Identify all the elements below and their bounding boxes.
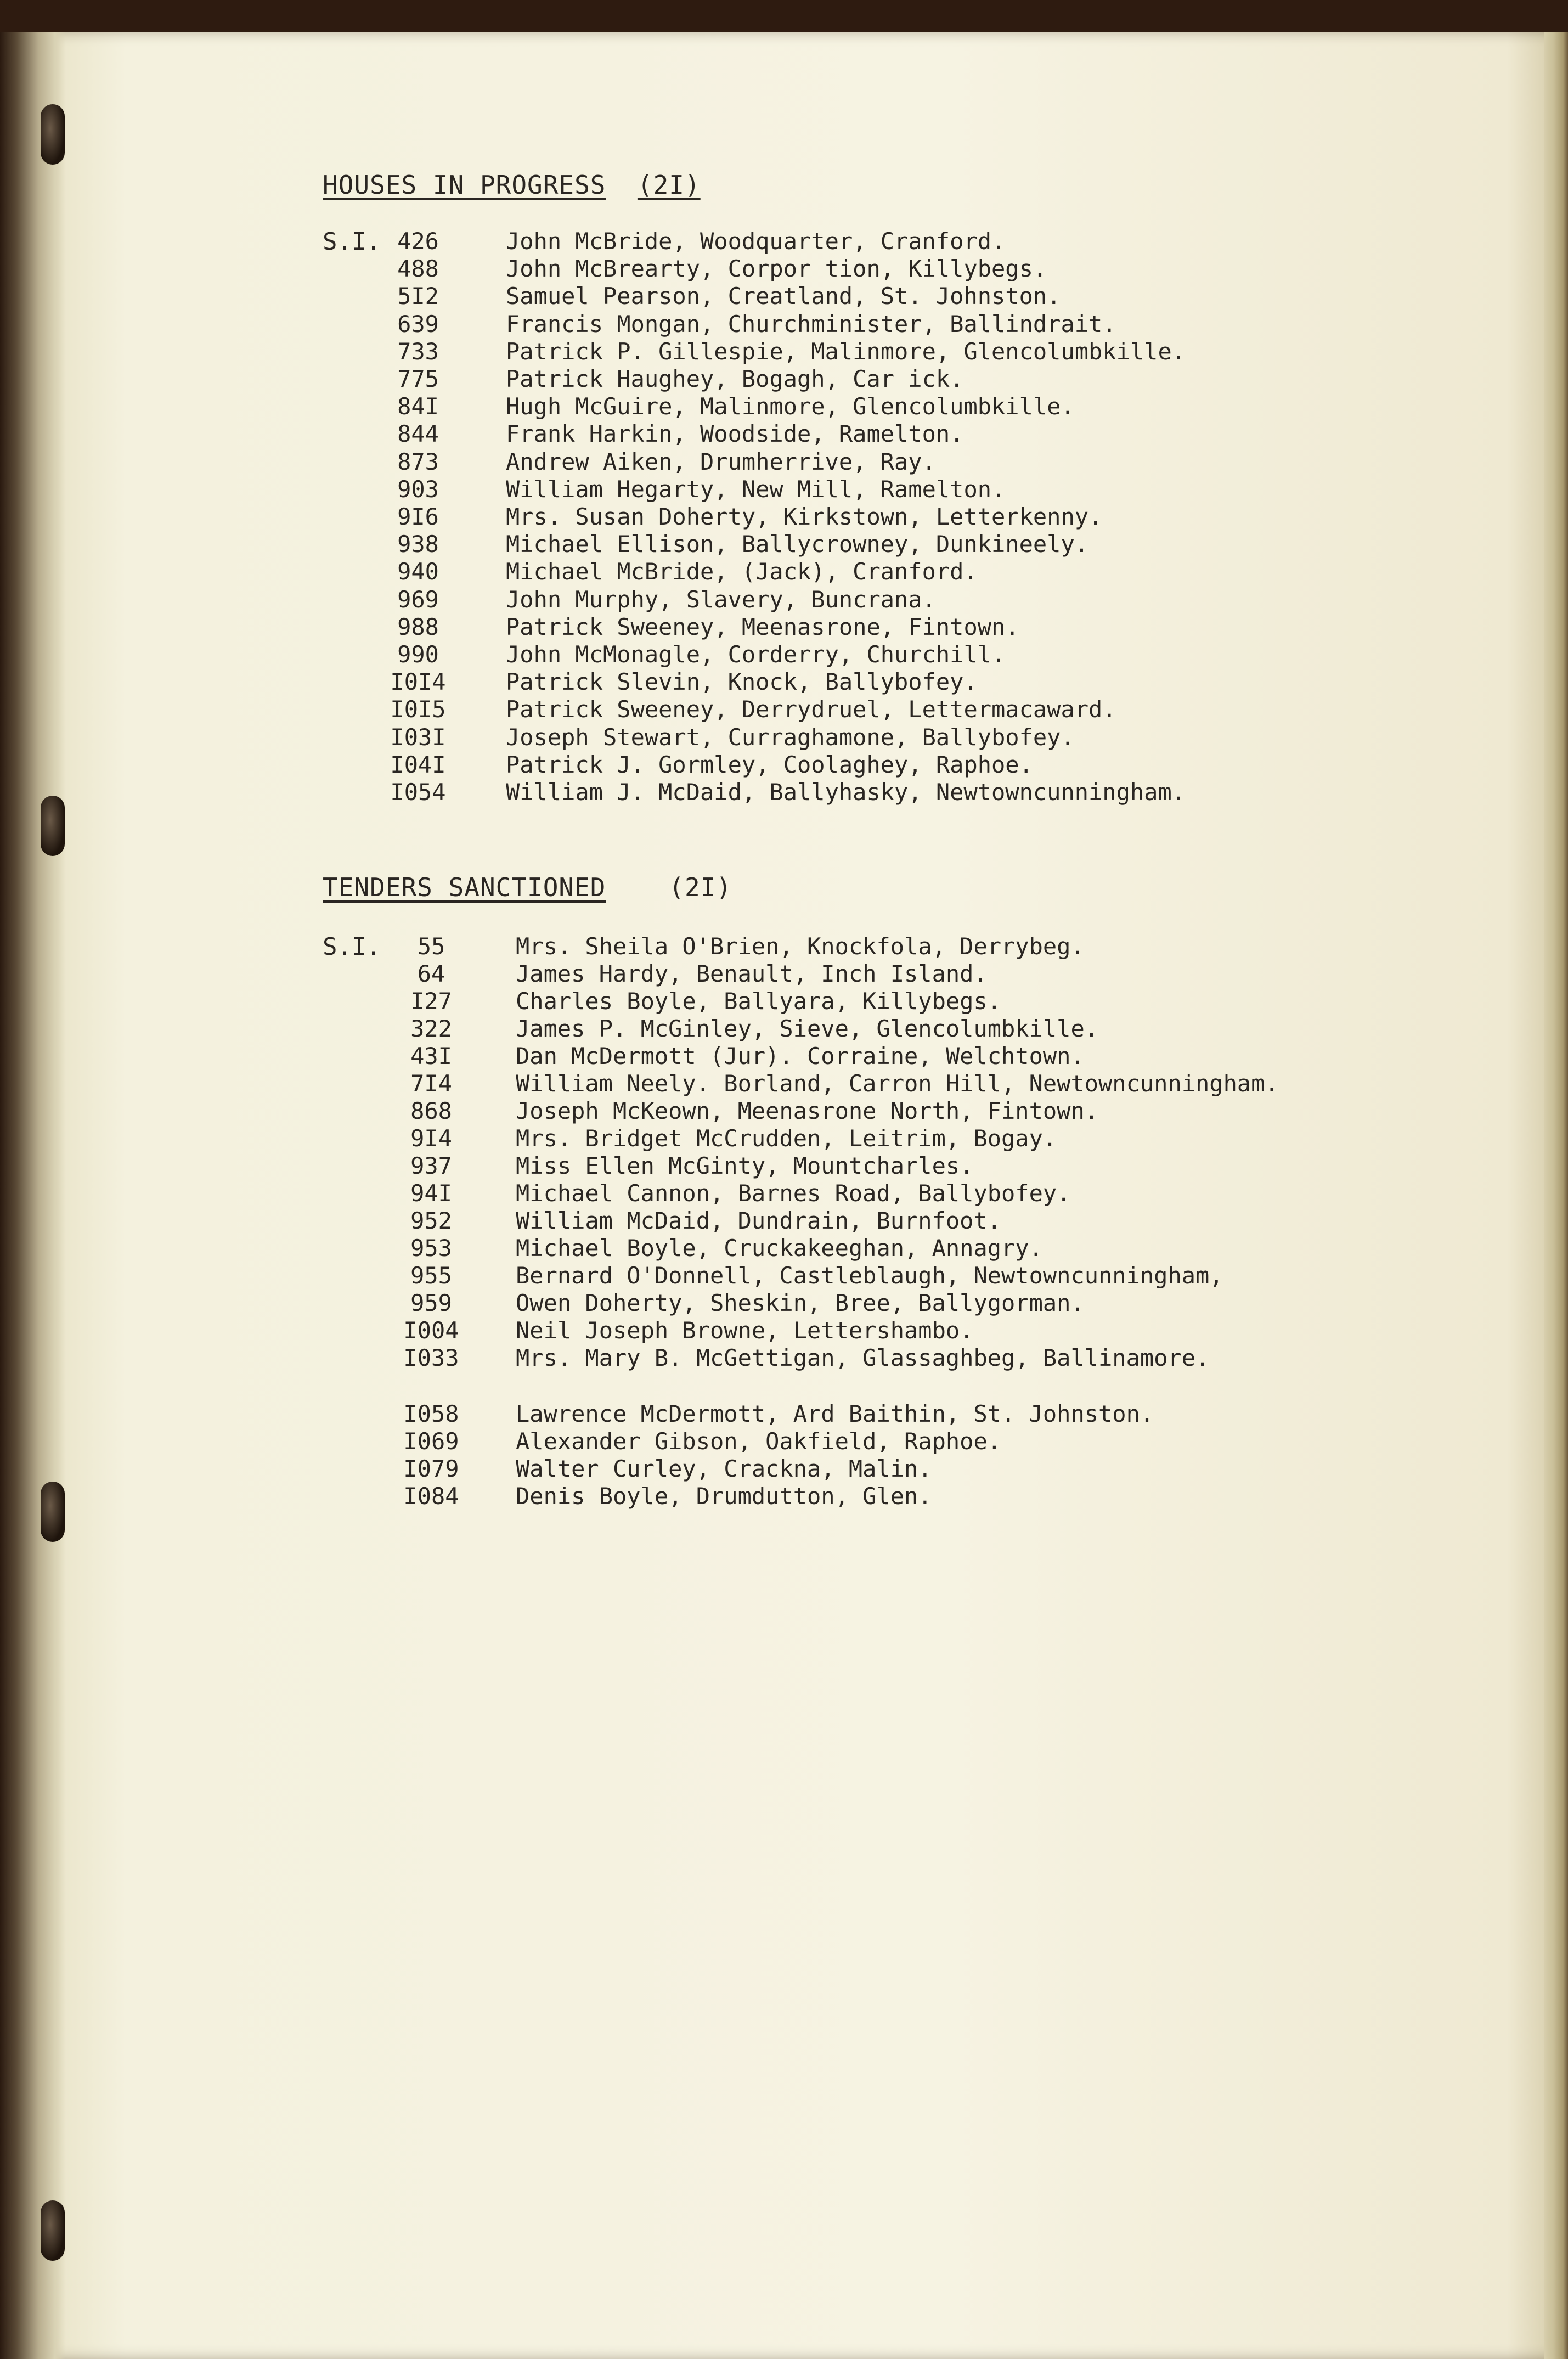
entry-text: Joseph Stewart, Curraghamone, Ballybofey.: [506, 723, 1075, 751]
entry-text: Mrs. Bridget McCrudden, Leitrim, Bogay.: [516, 1125, 1057, 1152]
entry-text: William J. McDaid, Ballyhasky, Newtowncunningham.: [506, 779, 1186, 806]
entry-text: Patrick Sweeney, Derrydruel, Lettermacaward.: [506, 696, 1116, 723]
entry-text: Mrs. Susan Doherty, Kirkstown, Letterkenny.: [506, 503, 1103, 530]
si-number: 43I: [410, 1043, 452, 1069]
si-number: 903: [397, 475, 439, 503]
entry-text: Hugh McGuire, Malinmore, Glencolumbkille.: [506, 393, 1075, 420]
si-number: I033: [403, 1344, 459, 1371]
si-number: 940: [397, 558, 439, 585]
si-number: I069: [403, 1428, 459, 1455]
entry-text: Patrick P. Gillespie, Malinmore, Glencolumbkille.: [506, 337, 1186, 365]
entry-text: Miss Ellen McGinty, Mountcharles.: [516, 1152, 974, 1179]
entry-text: Patrick Sweeney, Meenasrone, Fintown.: [506, 613, 1019, 640]
entry-text: John Murphy, Slavery, Buncrana.: [506, 585, 936, 613]
si-number: 955: [410, 1262, 452, 1289]
entry-text: Charles Boyle, Ballyara, Killybegs.: [516, 988, 1002, 1015]
si-number: 639: [397, 310, 439, 337]
entry-text: William McDaid, Dundrain, Burnfoot.: [516, 1207, 1002, 1234]
si-number: 873: [397, 448, 439, 475]
si-number: 868: [410, 1097, 452, 1124]
entry-text: Samuel Pearson, Creatland, St. Johnston.: [506, 283, 1061, 310]
entry-text: Owen Doherty, Sheskin, Bree, Ballygorman.: [516, 1290, 1085, 1316]
si-prefix: S.I.: [323, 228, 381, 256]
si-number: 937: [410, 1152, 452, 1179]
si-number: I079: [403, 1455, 459, 1482]
si-number: 959: [410, 1290, 452, 1316]
entry-text: Michael Boyle, Cruckakeeghan, Annagry.: [516, 1235, 1043, 1262]
si-number: 55: [417, 933, 445, 960]
entry-text: Joseph McKeown, Meenasrone North, Fintown.: [516, 1097, 1099, 1124]
entry-text: Mrs. Sheila O'Brien, Knockfola, Derrybeg.: [516, 933, 1085, 960]
si-number: I004: [403, 1317, 459, 1344]
entry-text: James Hardy, Benault, Inch Island.: [516, 960, 988, 987]
si-prefix: S.I.: [323, 933, 381, 961]
entry-text: Dan McDermott (Jur). Corraine, Welchtown.: [516, 1043, 1085, 1069]
entry-text: William Neely. Borland, Carron Hill, Newtowncunningham.: [516, 1070, 1279, 1097]
si-number: I084: [403, 1483, 459, 1510]
entry-text: Walter Curley, Crackna, Malin.: [516, 1455, 932, 1482]
si-number: 9I4: [410, 1125, 452, 1152]
si-number: 84I: [397, 393, 439, 420]
entry-text: James P. McGinley, Sieve, Glencolumbkille.: [516, 1015, 1099, 1042]
entry-text: Michael McBride, (Jack), Cranford.: [506, 558, 978, 585]
entry-text: Mrs. Mary B. McGettigan, Glassaghbeg, Ballinamore.: [516, 1344, 1210, 1371]
si-number: 990: [397, 641, 439, 668]
section-title: TENDERS SANCTIONED: [323, 872, 606, 902]
si-number: 64: [417, 960, 445, 987]
entry-text: Lawrence McDermott, Ard Baithin, St. Johnston.: [516, 1400, 1154, 1427]
entry-text: Andrew Aiken, Drumherrive, Ray.: [506, 448, 936, 475]
section-heading-houses: [323, 170, 701, 200]
entry-text: Denis Boyle, Drumdutton, Glen.: [516, 1483, 932, 1510]
si-number: 488: [397, 255, 439, 283]
si-number: 775: [397, 365, 439, 392]
si-number: I0I5: [390, 696, 446, 723]
si-number: 952: [410, 1207, 452, 1234]
si-number: I03I: [390, 723, 446, 751]
entry-text: Francis Mongan, Churchminister, Ballindrait.: [506, 310, 1116, 337]
entry-text: Michael Ellison, Ballycrowney, Dunkineely.: [506, 531, 1089, 558]
si-number: I0I4: [390, 668, 446, 696]
entry-text: Bernard O'Donnell, Castleblaugh, Newtowncunningham,: [516, 1262, 1223, 1289]
entry-text: John McBride, Woodquarter, Cranford.: [506, 228, 1006, 255]
section-count: (2I): [669, 872, 732, 902]
si-number: I04I: [390, 751, 446, 778]
entry-text: Neil Joseph Browne, Lettershambo.: [516, 1317, 974, 1344]
si-number: 733: [397, 337, 439, 365]
si-number: 844: [397, 420, 439, 448]
si-number: 969: [397, 585, 439, 613]
entry-text: John McBrearty, Corpor tion, Killybegs.: [506, 255, 1047, 283]
section-count: (2I): [637, 170, 701, 200]
entry-text: Alexander Gibson, Oakfield, Raphoe.: [516, 1428, 1002, 1455]
entry-text: Patrick Slevin, Knock, Ballybofey.: [506, 668, 978, 696]
si-number: 94I: [410, 1180, 452, 1207]
entry-text: Michael Cannon, Barnes Road, Ballybofey.: [516, 1180, 1071, 1207]
entry-text: Frank Harkin, Woodside, Ramelton.: [506, 420, 964, 448]
si-number: I27: [410, 988, 452, 1015]
section-title: HOUSES IN PROGRESS: [323, 170, 606, 200]
si-number: 426: [397, 228, 439, 255]
si-number: I058: [403, 1400, 459, 1427]
si-number: 7I4: [410, 1070, 452, 1097]
si-number: 5I2: [397, 283, 439, 310]
entry-text: Patrick Haughey, Bogagh, Car ick.: [506, 365, 964, 392]
si-number: 953: [410, 1235, 452, 1262]
si-number: 938: [397, 531, 439, 558]
si-number: 9I6: [397, 503, 439, 530]
entry-text: William Hegarty, New Mill, Ramelton.: [506, 475, 1006, 503]
entry-text: John McMonagle, Corderry, Churchill.: [506, 641, 1006, 668]
entry-text: Patrick J. Gormley, Coolaghey, Raphoe.: [506, 751, 1033, 778]
si-number: 988: [397, 613, 439, 640]
si-number: I054: [390, 779, 446, 806]
si-number: 322: [410, 1015, 452, 1042]
section-heading-tenders: [323, 872, 732, 902]
